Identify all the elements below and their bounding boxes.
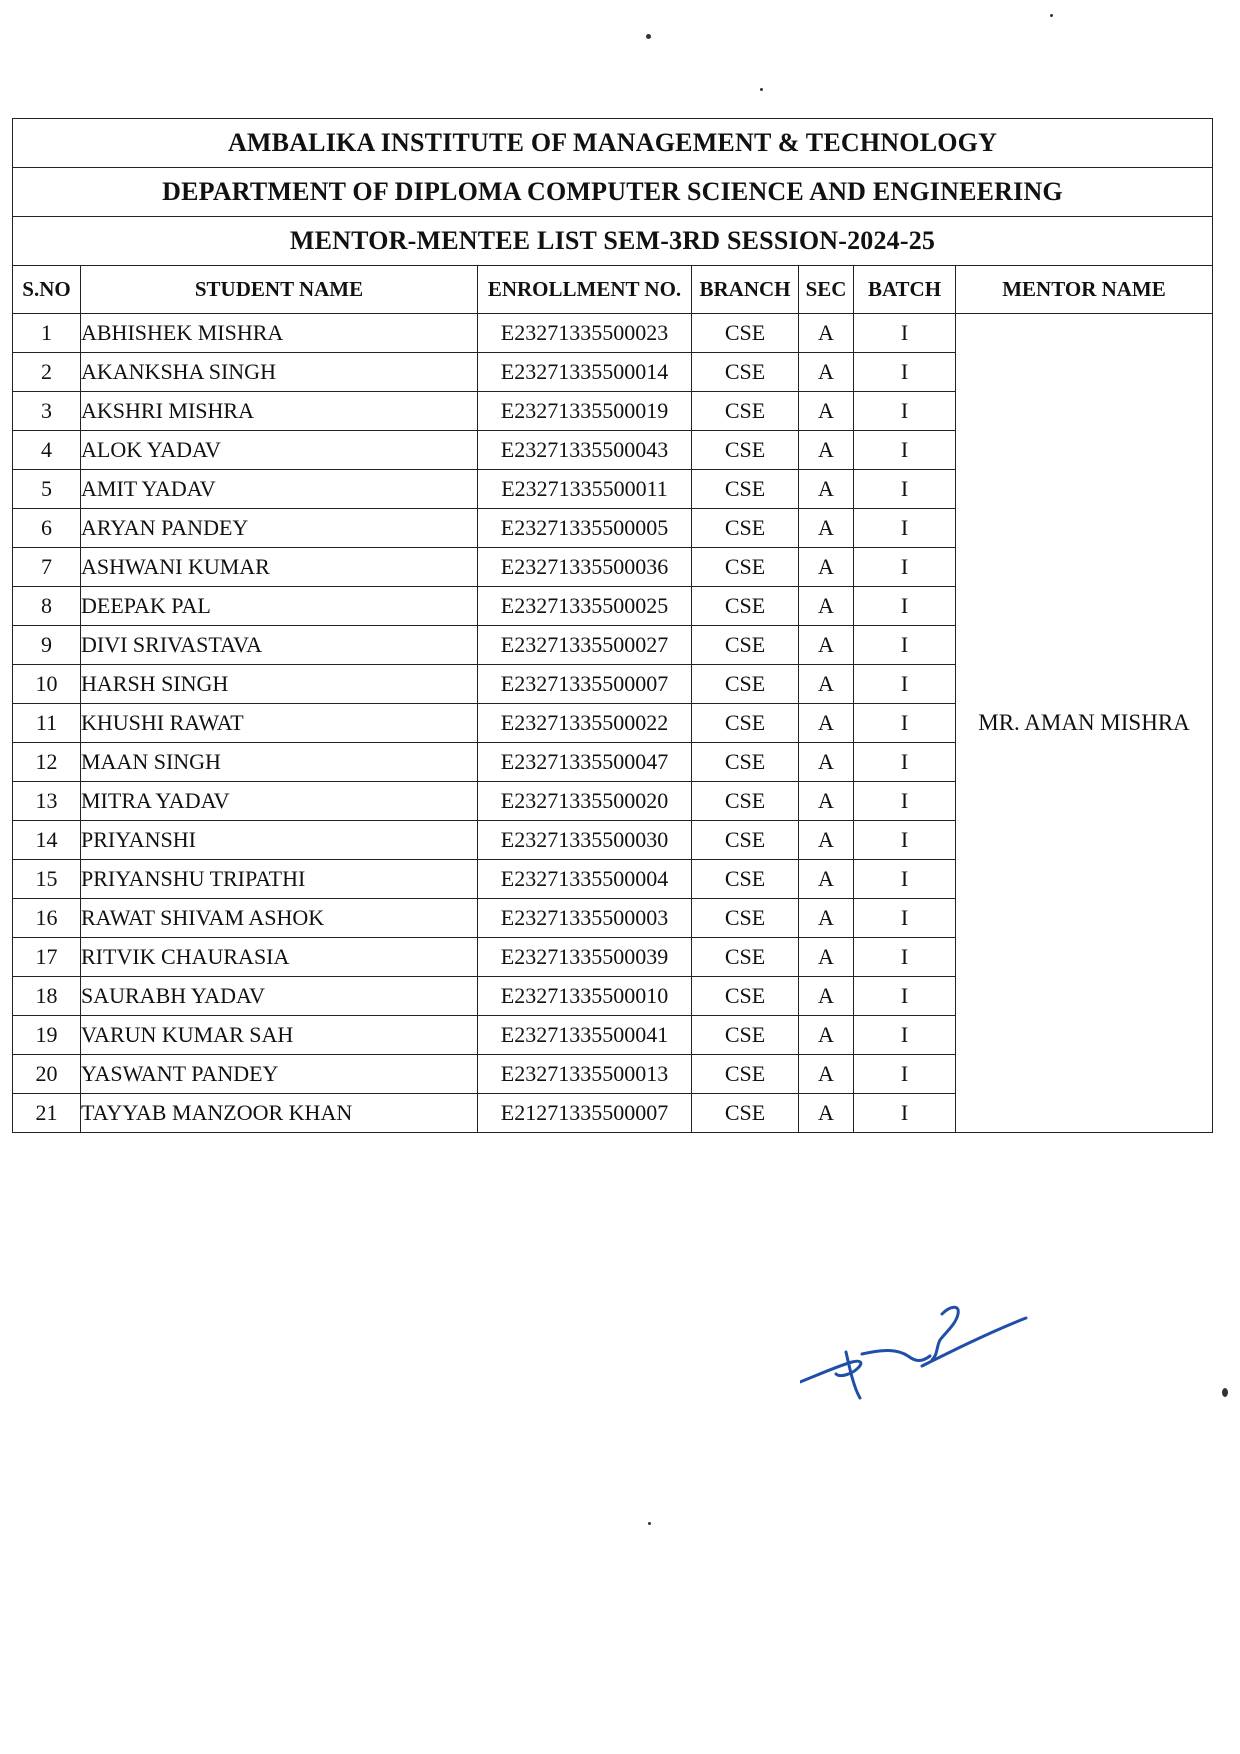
row-batch: I	[854, 431, 956, 470]
row-sno: 8	[13, 587, 81, 626]
row-enrollment-no: E23271335500023	[478, 314, 692, 353]
row-sec: A	[799, 821, 854, 860]
institute-title-row	[13, 119, 1213, 168]
row-sno: 2	[13, 353, 81, 392]
row-student-name: ABHISHEK MISHRA	[81, 314, 478, 353]
row-enrollment-no: E23271335500027	[478, 626, 692, 665]
row-branch: CSE	[692, 353, 799, 392]
row-sno: 15	[13, 860, 81, 899]
row-sno: 12	[13, 743, 81, 782]
row-sno: 9	[13, 626, 81, 665]
column-header-sec: SEC	[799, 266, 854, 314]
row-enrollment-no: E23271335500005	[478, 509, 692, 548]
row-batch: I	[854, 470, 956, 509]
row-enrollment-no: E23271335500011	[478, 470, 692, 509]
row-batch: I	[854, 509, 956, 548]
row-sno: 11	[13, 704, 81, 743]
row-enrollment-no: E23271335500010	[478, 977, 692, 1016]
row-batch: I	[854, 1094, 956, 1133]
scan-speck	[1222, 1388, 1228, 1397]
row-sno: 1	[13, 314, 81, 353]
row-enrollment-no: E21271335500007	[478, 1094, 692, 1133]
row-enrollment-no: E23271335500004	[478, 860, 692, 899]
row-sec: A	[799, 1055, 854, 1094]
row-sec: A	[799, 509, 854, 548]
row-batch: I	[854, 977, 956, 1016]
row-student-name: PRIYANSHI	[81, 821, 478, 860]
row-student-name: TAYYAB MANZOOR KHAN	[81, 1094, 478, 1133]
row-branch: CSE	[692, 743, 799, 782]
row-student-name: DEEPAK PAL	[81, 587, 478, 626]
row-sno: 19	[13, 1016, 81, 1055]
row-enrollment-no: E23271335500013	[478, 1055, 692, 1094]
row-student-name: MAAN SINGH	[81, 743, 478, 782]
mentor-mentee-table	[12, 118, 1213, 1133]
row-student-name: YASWANT PANDEY	[81, 1055, 478, 1094]
row-batch: I	[854, 392, 956, 431]
scan-speck	[646, 34, 651, 39]
row-sno: 14	[13, 821, 81, 860]
row-branch: CSE	[692, 977, 799, 1016]
column-header-branch: BRANCH	[692, 266, 799, 314]
institute-title: AMBALIKA INSTITUTE OF MANAGEMENT & TECHNOLOGY	[13, 119, 1213, 168]
row-branch: CSE	[692, 587, 799, 626]
row-batch: I	[854, 1016, 956, 1055]
row-sec: A	[799, 392, 854, 431]
row-branch: CSE	[692, 1055, 799, 1094]
row-student-name: AKANKSHA SINGH	[81, 353, 478, 392]
row-enrollment-no: E23271335500025	[478, 587, 692, 626]
row-batch: I	[854, 314, 956, 353]
row-sec: A	[799, 860, 854, 899]
row-batch: I	[854, 704, 956, 743]
row-sno: 10	[13, 665, 81, 704]
column-header-batch: BATCH	[854, 266, 956, 314]
row-batch: I	[854, 548, 956, 587]
row-branch: CSE	[692, 548, 799, 587]
list-title-row	[13, 217, 1213, 266]
row-sec: A	[799, 1016, 854, 1055]
row-sno: 16	[13, 899, 81, 938]
row-branch: CSE	[692, 938, 799, 977]
row-batch: I	[854, 353, 956, 392]
department-title-row	[13, 168, 1213, 217]
row-student-name: AMIT YADAV	[81, 470, 478, 509]
row-batch: I	[854, 587, 956, 626]
row-enrollment-no: E23271335500039	[478, 938, 692, 977]
mentor-name-cell: MR. AMAN MISHRA	[956, 314, 1213, 1133]
row-student-name: ARYAN PANDEY	[81, 509, 478, 548]
row-student-name: ASHWANI KUMAR	[81, 548, 478, 587]
row-enrollment-no: E23271335500043	[478, 431, 692, 470]
mentor-mentee-sheet	[12, 118, 1212, 1133]
row-sec: A	[799, 665, 854, 704]
row-batch: I	[854, 743, 956, 782]
row-enrollment-no: E23271335500003	[478, 899, 692, 938]
row-enrollment-no: E23271335500007	[478, 665, 692, 704]
row-student-name: VARUN KUMAR SAH	[81, 1016, 478, 1055]
row-branch: CSE	[692, 392, 799, 431]
row-sec: A	[799, 977, 854, 1016]
row-branch: CSE	[692, 860, 799, 899]
row-sno: 21	[13, 1094, 81, 1133]
row-sec: A	[799, 431, 854, 470]
row-enrollment-no: E23271335500036	[478, 548, 692, 587]
row-sec: A	[799, 626, 854, 665]
row-batch: I	[854, 821, 956, 860]
row-student-name: HARSH SINGH	[81, 665, 478, 704]
row-student-name: PRIYANSHU TRIPATHI	[81, 860, 478, 899]
row-student-name: KHUSHI RAWAT	[81, 704, 478, 743]
row-sec: A	[799, 782, 854, 821]
row-sno: 5	[13, 470, 81, 509]
row-student-name: SAURABH YADAV	[81, 977, 478, 1016]
row-branch: CSE	[692, 704, 799, 743]
column-header-row	[13, 266, 1213, 314]
row-branch: CSE	[692, 431, 799, 470]
row-enrollment-no: E23271335500030	[478, 821, 692, 860]
row-sno: 7	[13, 548, 81, 587]
row-sec: A	[799, 470, 854, 509]
row-branch: CSE	[692, 1094, 799, 1133]
row-enrollment-no: E23271335500041	[478, 1016, 692, 1055]
row-sno: 17	[13, 938, 81, 977]
department-title: DEPARTMENT OF DIPLOMA COMPUTER SCIENCE AND ENGINEERING	[13, 168, 1213, 217]
scan-speck	[1050, 14, 1053, 17]
row-batch: I	[854, 938, 956, 977]
table-row	[13, 314, 1213, 353]
row-sec: A	[799, 548, 854, 587]
scan-speck	[648, 1522, 651, 1525]
column-header-mentor-name: MENTOR NAME	[956, 266, 1213, 314]
row-sno: 13	[13, 782, 81, 821]
row-batch: I	[854, 1055, 956, 1094]
row-student-name: MITRA YADAV	[81, 782, 478, 821]
row-student-name: RAWAT SHIVAM ASHOK	[81, 899, 478, 938]
scan-speck	[760, 88, 763, 91]
row-batch: I	[854, 899, 956, 938]
row-branch: CSE	[692, 626, 799, 665]
row-student-name: DIVI SRIVASTAVA	[81, 626, 478, 665]
row-enrollment-no: E23271335500020	[478, 782, 692, 821]
row-sno: 3	[13, 392, 81, 431]
row-branch: CSE	[692, 509, 799, 548]
row-enrollment-no: E23271335500019	[478, 392, 692, 431]
list-title: MENTOR-MENTEE LIST SEM-3RD SESSION-2024-25	[13, 217, 1213, 266]
column-header-student-name: STUDENT NAME	[81, 266, 478, 314]
row-sno: 6	[13, 509, 81, 548]
row-branch: CSE	[692, 821, 799, 860]
row-sec: A	[799, 353, 854, 392]
row-batch: I	[854, 665, 956, 704]
row-enrollment-no: E23271335500014	[478, 353, 692, 392]
row-batch: I	[854, 782, 956, 821]
row-branch: CSE	[692, 1016, 799, 1055]
row-sno: 18	[13, 977, 81, 1016]
row-sec: A	[799, 314, 854, 353]
row-sno: 20	[13, 1055, 81, 1094]
row-enrollment-no: E23271335500022	[478, 704, 692, 743]
row-batch: I	[854, 626, 956, 665]
row-branch: CSE	[692, 899, 799, 938]
row-sec: A	[799, 704, 854, 743]
row-enrollment-no: E23271335500047	[478, 743, 692, 782]
row-student-name: AKSHRI MISHRA	[81, 392, 478, 431]
column-header-sno: S.NO	[13, 266, 81, 314]
row-sec: A	[799, 1094, 854, 1133]
row-batch: I	[854, 860, 956, 899]
row-student-name: ALOK YADAV	[81, 431, 478, 470]
handwritten-signature-icon	[800, 1270, 1030, 1400]
row-branch: CSE	[692, 665, 799, 704]
column-header-enrollment: ENROLLMENT NO.	[478, 266, 692, 314]
row-branch: CSE	[692, 314, 799, 353]
row-sec: A	[799, 587, 854, 626]
row-branch: CSE	[692, 782, 799, 821]
row-sno: 4	[13, 431, 81, 470]
row-student-name: RITVIK CHAURASIA	[81, 938, 478, 977]
row-sec: A	[799, 899, 854, 938]
row-branch: CSE	[692, 470, 799, 509]
row-sec: A	[799, 743, 854, 782]
row-sec: A	[799, 938, 854, 977]
